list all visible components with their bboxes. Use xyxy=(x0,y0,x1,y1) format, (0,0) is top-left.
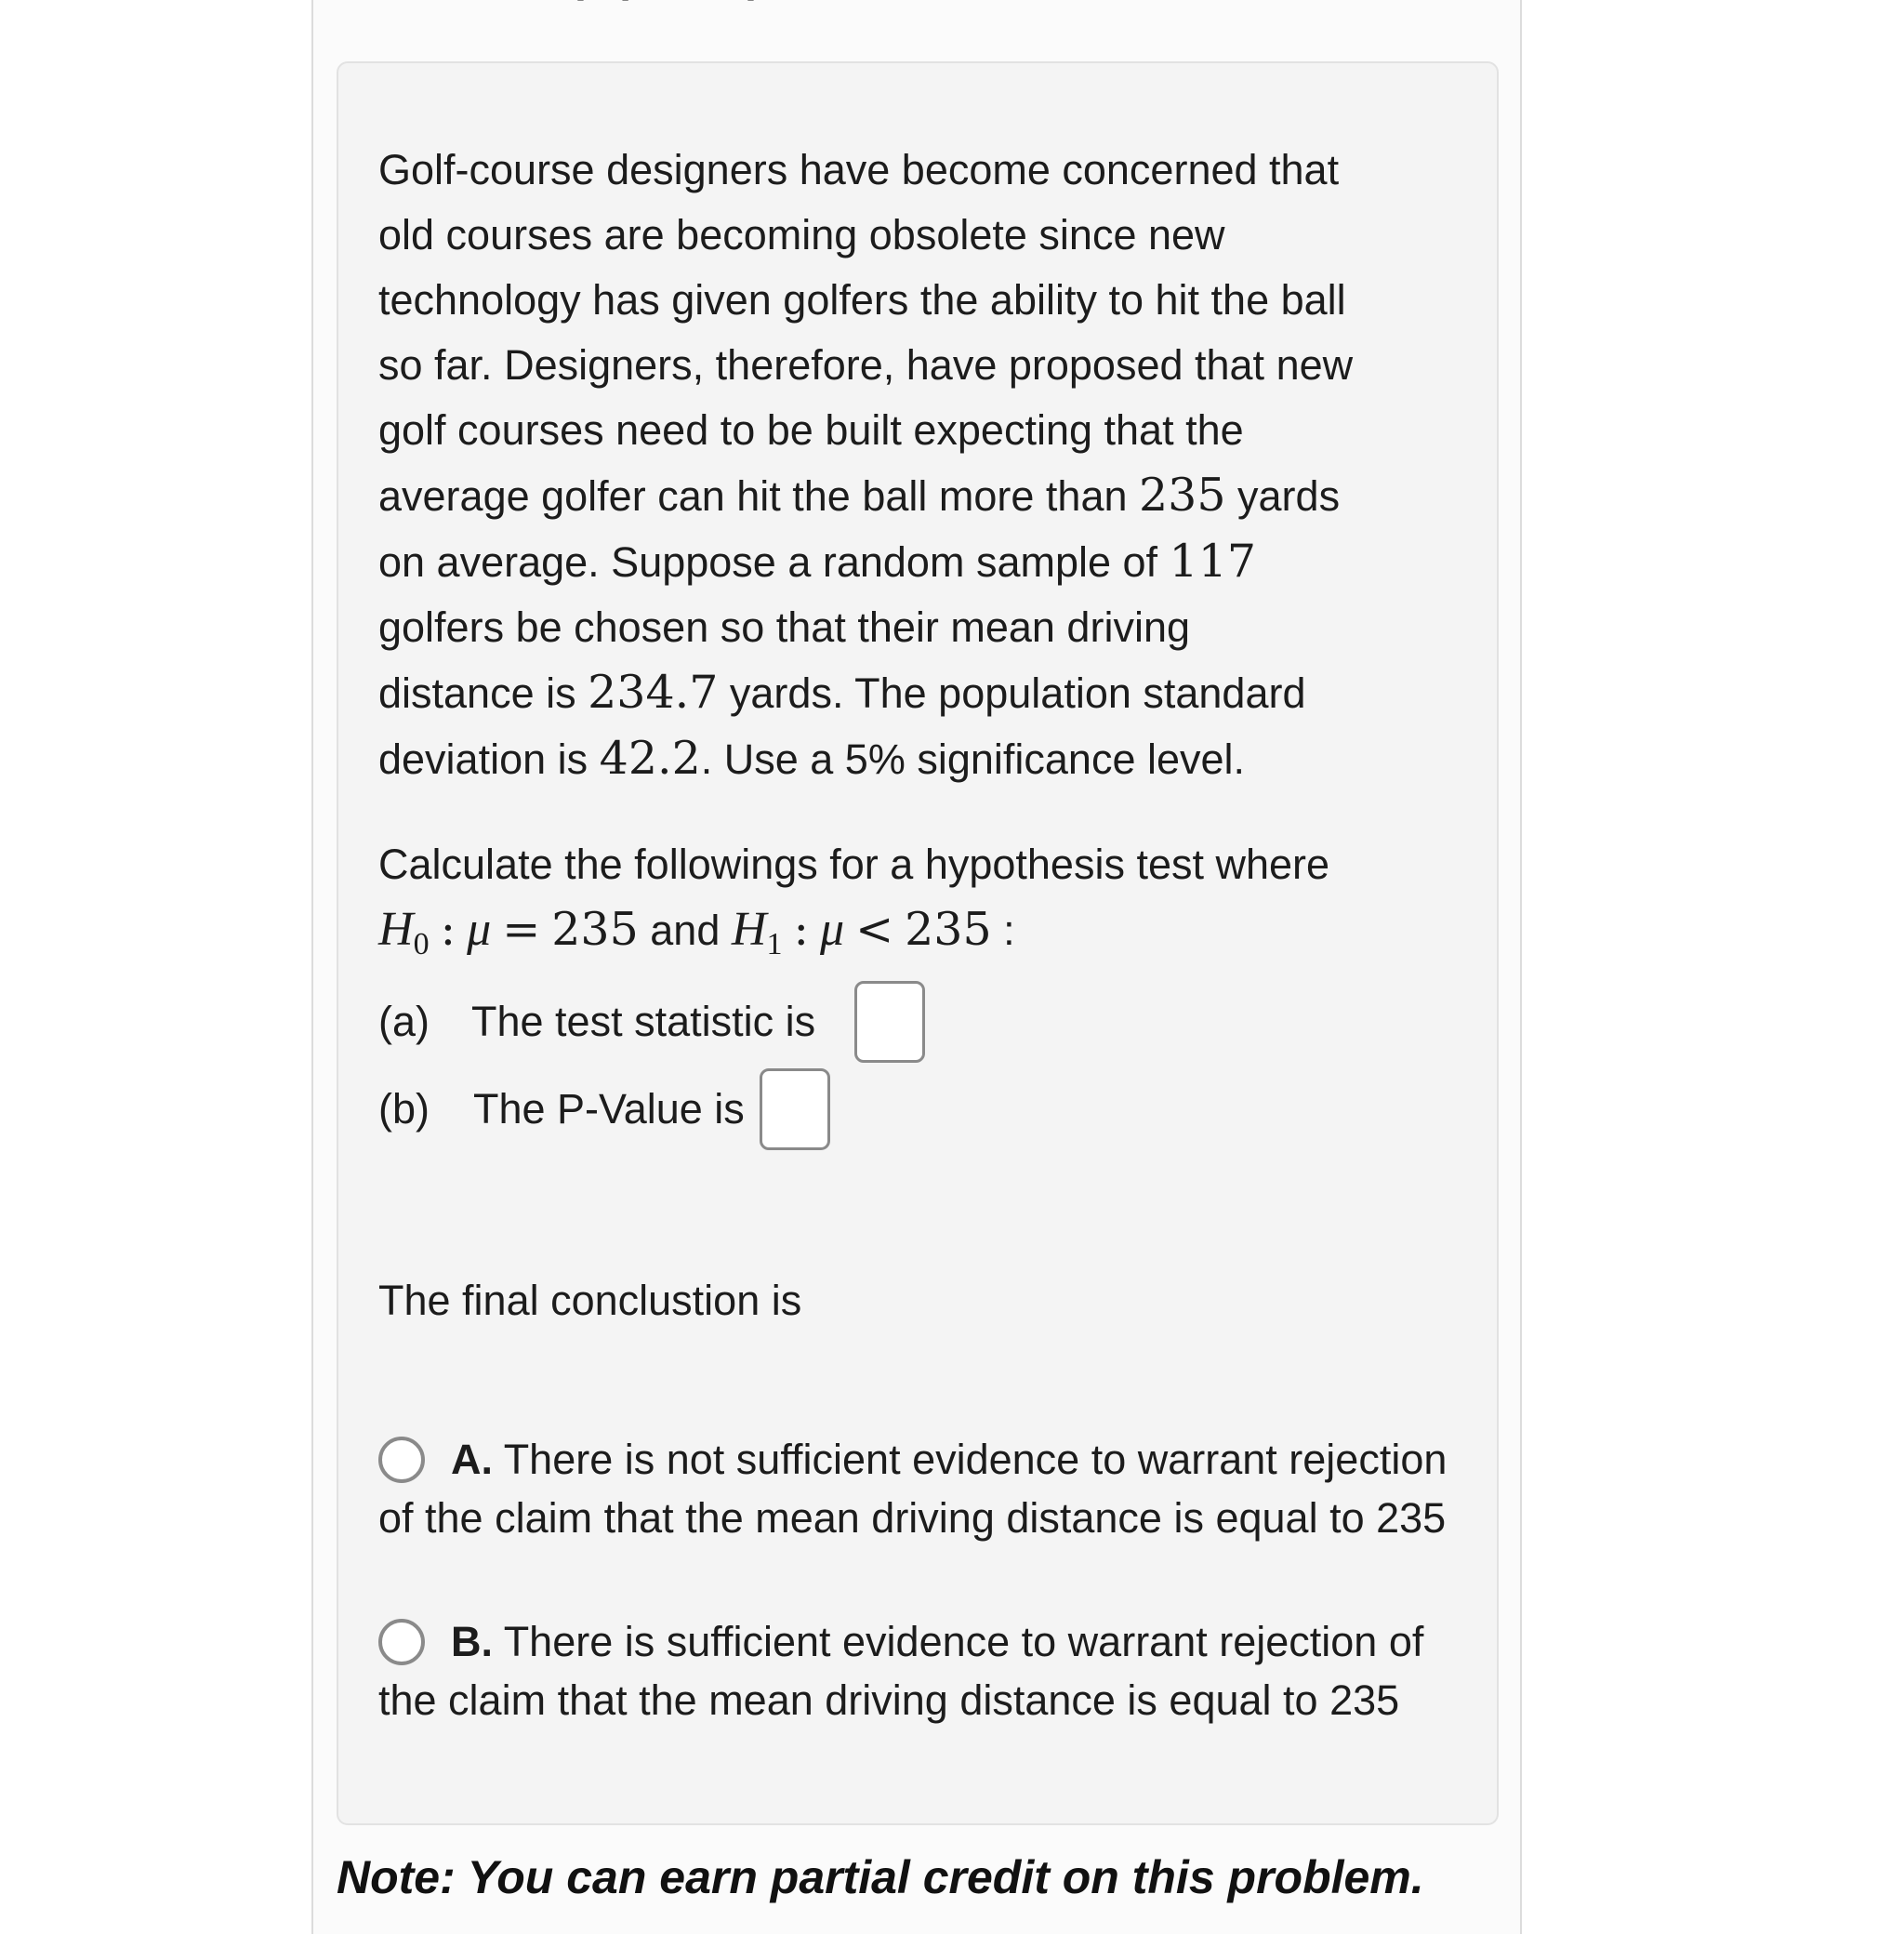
paragraph-line: golf courses need to be built expecting that the xyxy=(378,406,1244,454)
and-text: and xyxy=(638,907,732,954)
text-fragment: . Use a 5% significance level. xyxy=(700,735,1246,783)
h1-subscript: 1 xyxy=(766,927,783,961)
mu-symbol: μ xyxy=(819,903,845,956)
text-fragment: deviation is xyxy=(378,735,600,783)
trailing-colon: : xyxy=(991,907,1015,954)
paragraph-line xyxy=(378,529,1353,595)
h0-subscript: 0 xyxy=(413,927,430,961)
partial-credit-note: Note: You can earn partial credit on this problem. xyxy=(337,1851,1424,1903)
option-a-radio[interactable] xyxy=(378,1437,425,1483)
problem-card xyxy=(337,61,1499,1825)
equals-symbol: = xyxy=(502,903,541,956)
paragraph-line: old courses are becoming obsolete since new xyxy=(378,211,1225,258)
part-b-row xyxy=(378,1068,830,1150)
option-b-text: There is sufficient evidence to warrant rejection of the claim that the mean driving distance is equal to 235 xyxy=(378,1618,1424,1724)
option-a-letter: A. xyxy=(451,1436,493,1483)
part-b-text: The P-Value is xyxy=(473,1085,745,1133)
paragraph-line xyxy=(378,463,1353,529)
paragraph-line: golfers be chosen so that their mean driving xyxy=(378,603,1190,651)
sample-size-value: 117 xyxy=(1169,535,1257,588)
option-b-radio[interactable] xyxy=(378,1619,425,1665)
option-b[interactable] xyxy=(378,1612,1475,1729)
part-a-text: The test statistic is xyxy=(471,998,816,1045)
calc-intro xyxy=(378,832,1329,977)
sample-mean-value: 234.7 xyxy=(588,666,719,719)
paragraph-line: so far. Designers, therefore, have proposed that new xyxy=(378,341,1354,389)
option-a-text: There is not sufficient evidence to warrant rejection of the claim that the mean driving distance is equal to 235 xyxy=(378,1436,1448,1542)
paragraph-line: Golf-course designers have become concerned that xyxy=(378,146,1340,193)
problem-heading xyxy=(337,0,761,2)
h0-value: 235 xyxy=(551,903,639,956)
colon-symbol: : xyxy=(793,903,809,956)
calc-intro-line: Calculate the followings for a hypothesis test where xyxy=(378,841,1330,888)
std-dev-value: 42.2 xyxy=(599,732,701,785)
option-b-letter: B. xyxy=(451,1618,493,1665)
text-fragment: yards xyxy=(1225,472,1341,520)
option-a[interactable] xyxy=(378,1430,1475,1547)
conclusion-label: The final conclustion is xyxy=(378,1277,802,1324)
problem-paragraph xyxy=(378,138,1353,792)
h0-symbol: H xyxy=(378,903,414,956)
threshold-value: 235 xyxy=(1139,469,1226,522)
text-fragment: on average. Suppose a random sample of xyxy=(378,538,1170,586)
part-b-label: (b) xyxy=(378,1085,430,1133)
part-a-label: (a) xyxy=(378,998,430,1045)
hypothesis-line xyxy=(378,897,1329,977)
h1-symbol: H xyxy=(731,903,767,956)
mu-symbol: μ xyxy=(467,903,492,956)
p-value-input[interactable] xyxy=(760,1068,830,1150)
paragraph-line xyxy=(378,726,1353,792)
page-column xyxy=(311,0,1522,1934)
text-fragment: average golfer can hit the ball more than xyxy=(378,472,1139,520)
less-than-symbol: < xyxy=(855,903,894,956)
text-fragment: yards. The population standard xyxy=(718,669,1306,717)
paragraph-line xyxy=(378,660,1353,726)
part-a-row xyxy=(378,981,925,1063)
paragraph-line: technology has given golfers the ability to hit the ball xyxy=(378,276,1346,324)
text-fragment: distance is xyxy=(378,669,588,717)
h1-value: 235 xyxy=(905,903,992,956)
colon-symbol: : xyxy=(440,903,456,956)
test-statistic-input[interactable] xyxy=(854,981,925,1063)
